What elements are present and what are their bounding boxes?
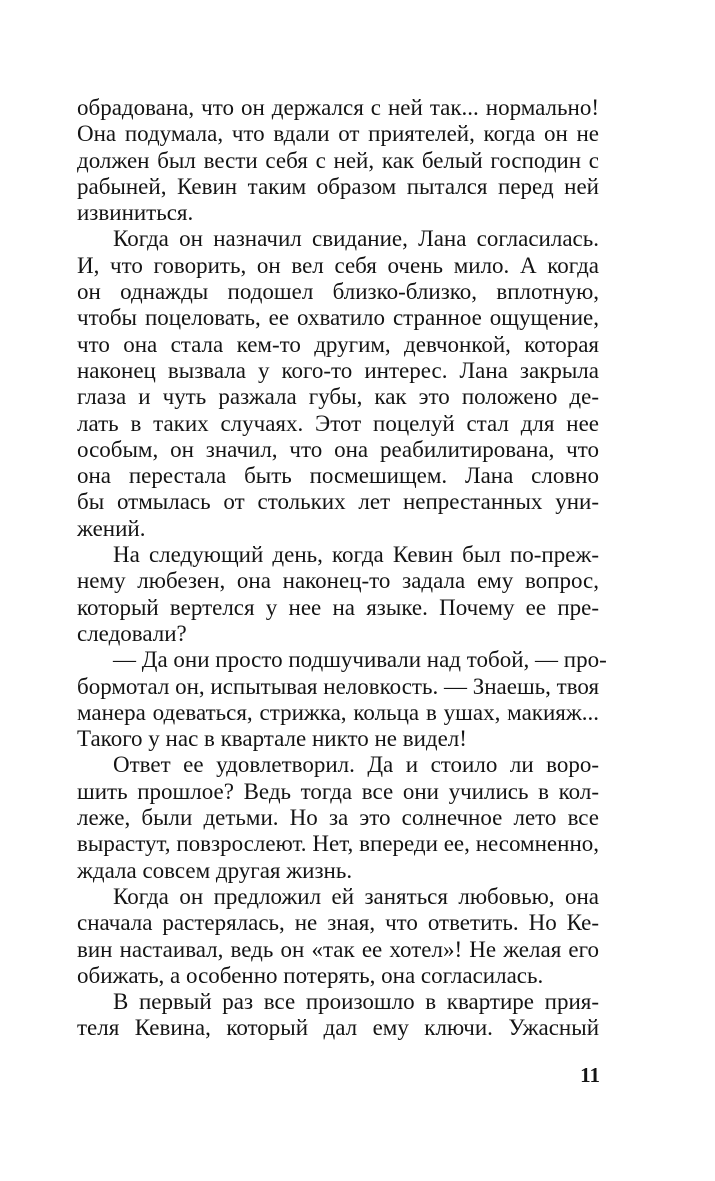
text-line: Ответ ее удовлетворил. Да и стоило ли воро- bbox=[113, 752, 599, 778]
page-number: 11 bbox=[580, 1063, 600, 1087]
text-line: особым, он значил, что она реабилитирована, что bbox=[77, 436, 599, 462]
text-line: обижать, а особенно потерять, она согласилась. bbox=[77, 962, 544, 988]
text-line: жений. bbox=[77, 515, 146, 541]
text-line: бы отмылась от стольких лет непрестанных уни- bbox=[77, 489, 599, 515]
text-line: что она стала кем-то другим, девчонкой, которая bbox=[77, 331, 599, 357]
text-line: ждала совсем другая жизнь. bbox=[77, 857, 353, 883]
text-line: Когда он предложил ей заняться любовью, она bbox=[113, 883, 599, 909]
page-text bbox=[77, 95, 607, 1042]
text-line: обрадована, что он держался с ней так... нормально! bbox=[77, 95, 599, 120]
text-line: она перестала быть посмешищем. Лана словно bbox=[77, 463, 599, 489]
text-line: теля Кевина, который дал ему ключи. Ужасный bbox=[77, 1015, 599, 1041]
text-line: В первый раз все произошло в квартире прия- bbox=[113, 989, 599, 1015]
text-line: рабыней, Кевин таким образом пытался перед ней bbox=[77, 173, 599, 199]
text-line: леже, были детьми. Но за это солнечное лето все bbox=[77, 805, 599, 831]
text-line: глаза и чуть разжала губы, как это положено де- bbox=[77, 384, 599, 410]
text-line: чтобы поцеловать, ее охватило странное ощущение, bbox=[77, 305, 599, 331]
text-line: На следующий день, когда Кевин был по-преж- bbox=[113, 542, 599, 568]
text-line: должен был вести себя с ней, как белый господин с bbox=[77, 147, 599, 173]
text-line: наконец вызвала у кого-то интерес. Лана закрыла bbox=[77, 357, 599, 383]
text-line: который вертелся у нее на языке. Почему ее пре- bbox=[77, 594, 599, 620]
text-line: нему любезен, она наконец-то задала ему вопрос, bbox=[77, 568, 599, 594]
text-line: лать в таких случаях. Этот поцелуй стал для нее bbox=[77, 410, 599, 436]
text-line: вырастут, повзрослеют. Нет, впереди ее, несомненно, bbox=[77, 831, 599, 857]
text-line: манера одеваться, стрижка, кольца в ушах, макияж... bbox=[77, 699, 599, 725]
text-line: бормотал он, испытывая неловкость. — Знаешь, твоя bbox=[77, 673, 600, 699]
text-line: вин настаивал, ведь он «так ее хотел»! Не желая его bbox=[77, 936, 599, 962]
text-line: следовали? bbox=[77, 620, 187, 646]
text-line: он однажды подошел близко-близко, вплотную, bbox=[77, 279, 599, 305]
text-line: шить прошлое? Ведь тогда все они учились в кол- bbox=[77, 778, 599, 804]
text-line: сначала растерялась, не зная, что ответить. Но Ке- bbox=[77, 910, 599, 936]
text-line: извиниться. bbox=[77, 200, 194, 226]
text-line: Такого у нас в квартале никто не видел! bbox=[77, 726, 467, 752]
text-line: Она подумала, что вдали от приятелей, когда он не bbox=[77, 121, 599, 147]
text-line: И, что говорить, он вел себя очень мило. А когда bbox=[77, 252, 599, 278]
text-line: Когда он назначил свидание, Лана согласилась. bbox=[113, 226, 599, 252]
text-line: — Да они просто подшучивали над тобой, — про- bbox=[113, 647, 607, 673]
